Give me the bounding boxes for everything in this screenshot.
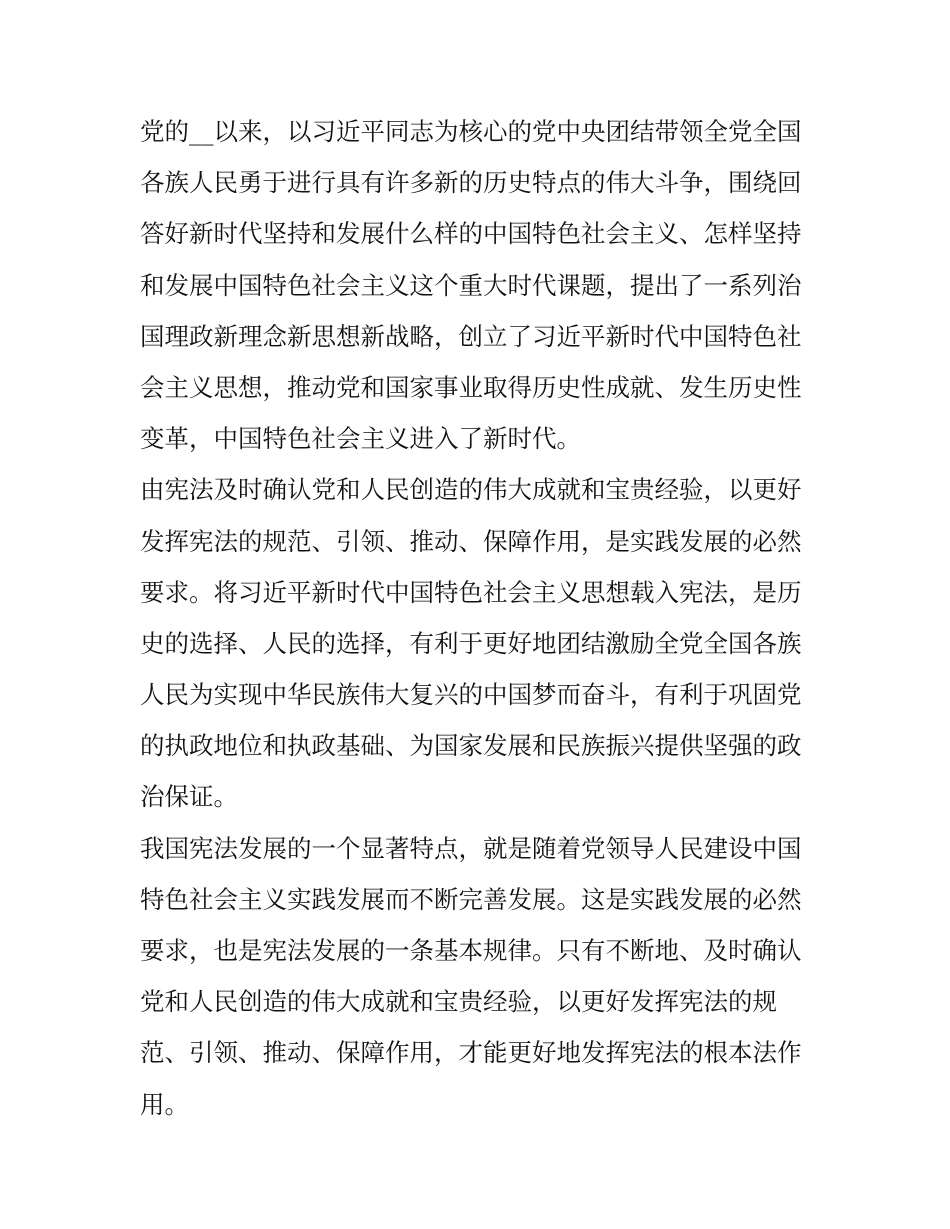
paragraph-3	[140, 823, 816, 1130]
text-line: 史的选择、人民的选择，有利于更好地团结激励全党全国各族	[140, 628, 802, 658]
document-body	[140, 106, 816, 1130]
text-line: 答好新时代坚持和发展什么样的中国特色社会主义、怎样坚持	[140, 219, 802, 249]
text-line: 国理政新理念新思想新战略，创立了习近平新时代中国特色社	[140, 321, 802, 351]
paragraph-2	[140, 464, 816, 822]
text-line: 会主义思想，推动党和国家事业取得历史性成就、发生历史性	[140, 372, 802, 402]
text-line: 范、引领、推动、保障作用，才能更好地发挥宪法的根本法作	[140, 1038, 802, 1068]
text-line: 由宪法及时确认党和人民创造的伟大成就和宝贵经验，以更好	[140, 475, 802, 505]
text-line: 人民为实现中华民族伟大复兴的中国梦而奋斗，有利于巩固党	[140, 680, 802, 710]
text-line: 各族人民勇于进行具有许多新的历史特点的伟大斗争，围绕回	[140, 168, 802, 198]
text-line: 治保证。	[140, 782, 238, 812]
text-line: 党和人民创造的伟大成就和宝贵经验，以更好发挥宪法的规	[140, 987, 777, 1017]
text-line: 变革，中国特色社会主义进入了新时代。	[140, 424, 581, 454]
text-line: 和发展中国特色社会主义这个重大时代课题，提出了一系列治	[140, 270, 802, 300]
text-line: 特色社会主义实践发展而不断完善发展。这是实践发展的必然	[140, 884, 802, 914]
text-line: 发挥宪法的规范、引领、推动、保障作用，是实践发展的必然	[140, 526, 802, 556]
paragraph-1	[140, 106, 816, 464]
text-line: 的执政地位和执政基础、为国家发展和民族振兴提供坚强的政	[140, 731, 802, 761]
text-line: 我国宪法发展的一个显著特点，就是随着党领导人民建设中国	[140, 833, 802, 863]
text-line: 要求。将习近平新时代中国特色社会主义思想载入宪法，是历	[140, 577, 802, 607]
text-line: 要求，也是宪法发展的一条基本规律。只有不断地、及时确认	[140, 936, 802, 965]
text-line: 党的__以来，以习近平同志为核心的党中央团结带领全党全国	[140, 117, 802, 146]
text-line: 用。	[140, 1089, 189, 1119]
